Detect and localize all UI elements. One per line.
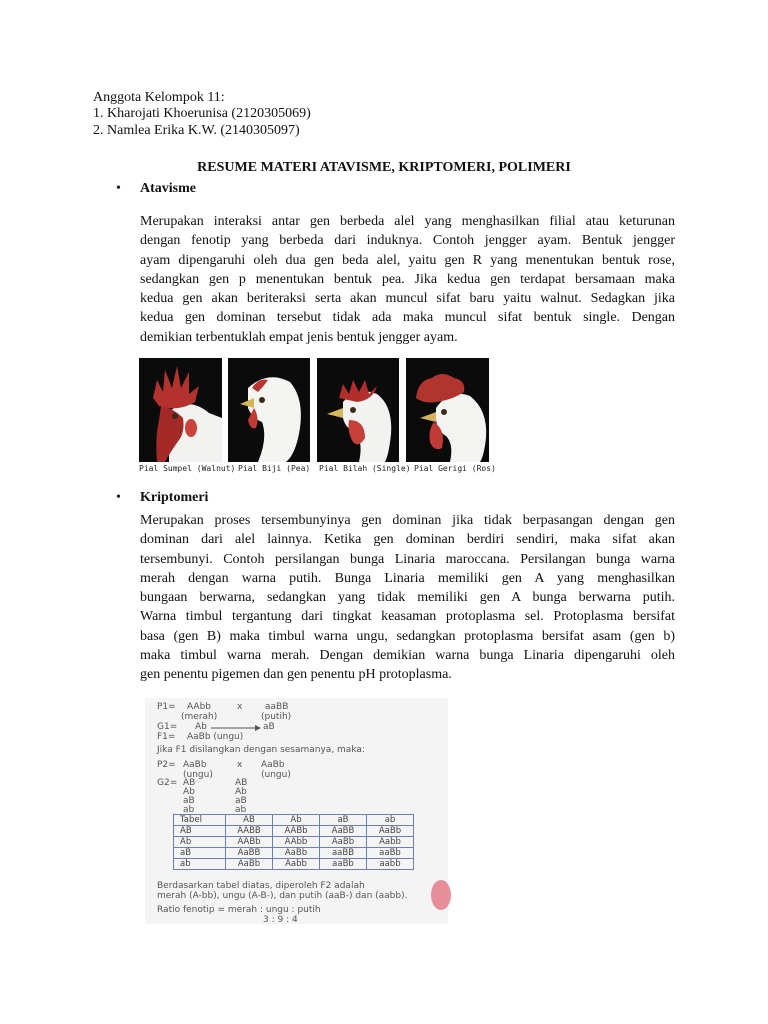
table-cell: aB bbox=[174, 848, 226, 859]
text-line: sedangkan gen p menentukan bentuk pea. Jika kedua gen terdapat bersamaan maka bbox=[140, 271, 675, 287]
chicken-comb-figure bbox=[139, 358, 496, 476]
table-cell: Ab bbox=[273, 815, 320, 826]
table-row bbox=[174, 837, 414, 848]
p1-right-color: (putih) bbox=[261, 712, 292, 722]
table-row bbox=[174, 859, 414, 870]
table-cell: AB bbox=[174, 826, 226, 837]
chicken-photo-single bbox=[317, 358, 399, 462]
table-cell: Aabb bbox=[367, 837, 414, 848]
table-cell: aabb bbox=[367, 859, 414, 870]
caption-walnut: Pial Sumpel (Walnut) bbox=[139, 464, 236, 473]
member-2: 2. Namlea Erika K.W. (2140305097) bbox=[93, 123, 300, 138]
chicken-photo-pea bbox=[228, 358, 310, 462]
table-row bbox=[174, 826, 414, 837]
text-line: tersembunyi. Contoh persilangan bunga Linaria maroccana. Persilangan bunga warna bbox=[140, 551, 675, 567]
table-cell: AaBb bbox=[273, 848, 320, 859]
ratio-values: 3 : 9 : 4 bbox=[263, 915, 298, 925]
decorative-blot bbox=[431, 880, 451, 910]
text-line: maka timbul warna merah. Dengan demikian warna bunga Linaria dipengaruhi oleh bbox=[140, 648, 675, 664]
table-cell: AaBb bbox=[226, 859, 273, 870]
p1-left-color: (merah) bbox=[181, 712, 218, 722]
text-line: ayam dipengaruhi oleh dua gen beda alel, yaitu gen R yang menentukan bentuk rose, bbox=[140, 252, 675, 268]
paragraph-kriptomeri bbox=[140, 511, 675, 685]
table-cell: AaBB bbox=[226, 848, 273, 859]
text-line: dengan fenotip yang berbeda dari induknya. Contoh jengger ayam. Bentuk jengger bbox=[140, 233, 675, 249]
table-cell: aaBB bbox=[320, 848, 367, 859]
caption-single: Pial Bilah (Single) bbox=[319, 464, 411, 473]
member-1: 1. Kharojati Khoerunisa (2120305069) bbox=[93, 106, 311, 121]
paragraph-atavisme bbox=[140, 212, 675, 347]
table-cell: Tabel bbox=[174, 815, 226, 826]
table-cell: Ab bbox=[174, 837, 226, 848]
p1-label: P1= bbox=[157, 702, 176, 712]
table-cell: AaBb bbox=[367, 826, 414, 837]
text-line: gen penentu pigemen dan gen penentu pH protoplasma. bbox=[140, 667, 452, 683]
table-cell: ab bbox=[367, 815, 414, 826]
conclusion-line-2: merah (A-bb), ungu (A-B-), dan putih (aaB-) dan (aabb). bbox=[157, 891, 408, 901]
ratio-label: Ratio fenotip = merah : ungu : putih bbox=[157, 905, 321, 915]
f1-note: Jika F1 disilangkan dengan sesamanya, maka: bbox=[157, 745, 365, 755]
table-cell: aaBb bbox=[367, 848, 414, 859]
p2-label: P2= bbox=[157, 760, 176, 770]
f1-label: F1= bbox=[157, 732, 176, 742]
caption-pea: Pial Biji (Pea) bbox=[238, 464, 311, 473]
group-label: Anggota Kelompok 11: bbox=[93, 90, 225, 105]
g2-right-1: Ab bbox=[235, 787, 247, 797]
text-line: Merupakan proses tersembunyinya gen dominan jika tidak berpasangan dengan gen bbox=[140, 513, 675, 528]
g2-right-0: AB bbox=[235, 778, 248, 788]
table-cell: aB bbox=[320, 815, 367, 826]
bullet-kriptomeri: • bbox=[116, 490, 121, 505]
table-cell: AaBB bbox=[320, 826, 367, 837]
arrow-icon bbox=[211, 724, 261, 732]
table-cell: aaBb bbox=[320, 859, 367, 870]
p2-right-color: (ungu) bbox=[261, 770, 291, 780]
p2-left: AaBb bbox=[183, 760, 207, 770]
table-cell: AaBb bbox=[320, 837, 367, 848]
g2-left-2: aB bbox=[183, 796, 195, 806]
g2-left-3: ab bbox=[183, 805, 195, 815]
text-line: kedua gen dominan tersebut tidak ada maka muncul sifat bentuk single. Dengan bbox=[140, 310, 675, 326]
g1-left: Ab bbox=[195, 722, 207, 732]
punnett-table bbox=[173, 814, 414, 870]
text-line: kedua gen akan beriteraksi serta akan muncul sifat baru yaitu walnut. Sedagkan jika bbox=[140, 291, 675, 307]
bullet-atavisme: • bbox=[116, 181, 121, 196]
heading-kriptomeri: Kriptomeri bbox=[140, 490, 209, 505]
text-line: dominan dari alel lainnya. Ketika gen dominan berdiri sendiri, maka sifat akan bbox=[140, 532, 675, 548]
caption-rose: Pial Gerigi (Ros) bbox=[414, 464, 496, 473]
text-line: Merupakan interaksi antar gen berbeda alel yang menghasilkan filial atau keturunan bbox=[140, 214, 675, 229]
text-line: bungaan berwarna, sedangkan yang tidak memiliki gen A bunga berwarna putih. bbox=[140, 590, 675, 606]
text-line: demikian terbentuklah empat jenis bentuk jengger ayam. bbox=[140, 329, 458, 345]
p1-cross: x bbox=[237, 702, 243, 712]
p1-left: AAbb bbox=[187, 702, 211, 712]
g2-left-0: AB bbox=[183, 778, 196, 788]
g2-right-3: ab bbox=[235, 805, 247, 815]
g1-right: aB bbox=[263, 722, 275, 732]
table-row bbox=[174, 848, 414, 859]
g1-label: G1= bbox=[157, 722, 178, 732]
document-title: RESUME MATERI ATAVISME, KRIPTOMERI, POLIMERI bbox=[197, 160, 571, 175]
table-row bbox=[174, 815, 414, 826]
table-cell: ab bbox=[174, 859, 226, 870]
table-cell: AB bbox=[226, 815, 273, 826]
chicken-photo-walnut bbox=[139, 358, 222, 462]
f1-value: AaBb (ungu) bbox=[187, 732, 244, 742]
p2-right: AaBb bbox=[261, 760, 285, 770]
text-line: merah dengan warna putih. Bunga Linaria memiliki gen A yang menghasilkan bbox=[140, 570, 675, 586]
g2-left-1: Ab bbox=[183, 787, 195, 797]
p1-right: aaBB bbox=[265, 702, 289, 712]
g2-right-2: aB bbox=[235, 796, 247, 806]
table-cell: Aabb bbox=[273, 859, 320, 870]
p2-left-color: (ungu) bbox=[183, 770, 213, 780]
g2-label: G2= bbox=[157, 778, 178, 788]
text-line: basa (gen B) maka timbul warna ungu, sedangkan protoplasma bersifat asam (gen b) bbox=[140, 628, 675, 644]
chicken-photo-rose bbox=[406, 358, 489, 462]
cross-diagram-image bbox=[145, 698, 448, 924]
table-cell: AAbb bbox=[273, 837, 320, 848]
table-cell: AABb bbox=[273, 826, 320, 837]
table-cell: AABb bbox=[226, 837, 273, 848]
text-line: Warna timbul tergantung dari tingkat keasaman protoplasma sel. Protoplasma bersifat bbox=[140, 609, 675, 625]
table-cell: AABB bbox=[226, 826, 273, 837]
heading-atavisme: Atavisme bbox=[140, 181, 196, 196]
conclusion-line-1: Berdasarkan tabel diatas, diperoleh F2 adalah bbox=[157, 881, 365, 891]
p2-cross: x bbox=[237, 760, 243, 770]
